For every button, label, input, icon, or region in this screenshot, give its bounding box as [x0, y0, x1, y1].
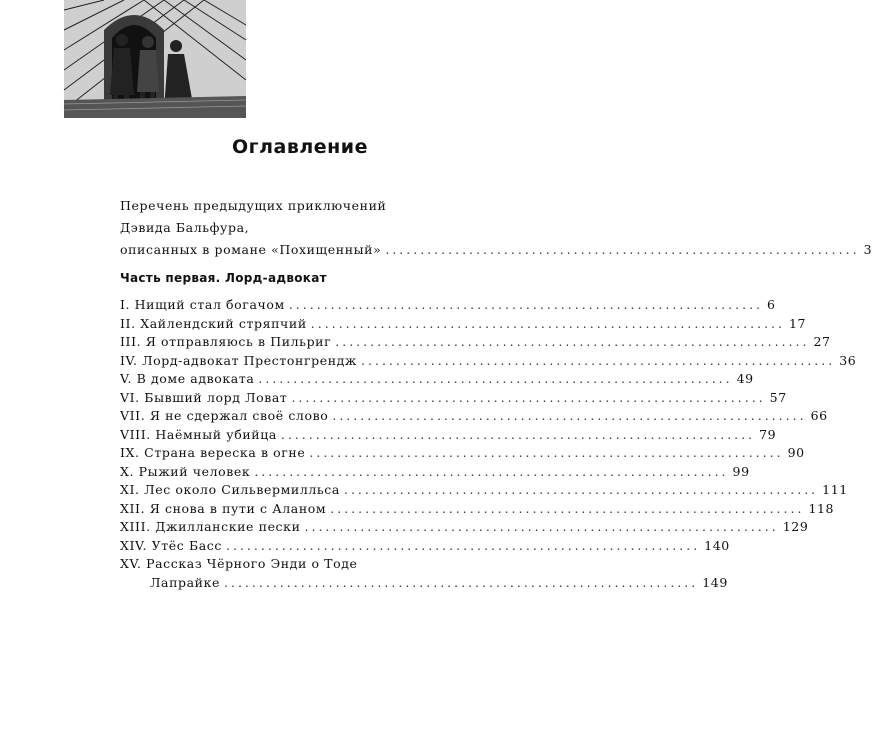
page-number: 129 [782, 519, 809, 534]
dot-leader: .................................................................... [385, 242, 860, 257]
chapter-title: VI. Бывший лорд Ловат [120, 389, 288, 405]
chapter-illustration [64, 0, 246, 118]
dot-leader: .................................................................... [309, 445, 784, 460]
chapter-title: XIII. Джилланские пески [120, 519, 301, 534]
dot-leader: .................................................................... [335, 334, 810, 349]
dot-leader: .................................................................... [304, 519, 779, 534]
dot-leader: .................................................................... [361, 352, 836, 368]
toc-entry [120, 463, 750, 482]
dot-leader: .................................................................... [291, 389, 766, 405]
page-number: 149 [702, 574, 728, 590]
dot-leader: .................................................................... [280, 426, 756, 442]
toc-entry [120, 537, 730, 556]
page-number: 57 [769, 389, 787, 405]
dot-leader: .................................................................... [332, 408, 807, 423]
chapter-title: IV. Лорд-адвокат Престонгрендж [120, 352, 358, 368]
toc-entry [120, 352, 857, 371]
toc-entry-last-line-1 [120, 555, 475, 574]
toc-entry-last-line-2 [120, 574, 728, 593]
page-number: 6 [767, 297, 776, 312]
part-heading: Часть первая. Лорд-адвокат [120, 271, 327, 285]
chapter-title: XII. Я снова в пути с Аланом [120, 500, 327, 516]
page-number: 111 [822, 482, 848, 497]
dot-leader: .................................................................... [330, 500, 805, 516]
chapter-title: I. Нищий стал богачом [120, 297, 285, 312]
page-number: 79 [759, 426, 777, 442]
page-number: 99 [732, 463, 750, 479]
dot-leader: .................................................................... [224, 574, 699, 590]
toc-entry [120, 333, 831, 352]
page-number: 118 [808, 500, 835, 516]
page-title: Оглавление [232, 136, 368, 158]
page-number: 17 [789, 315, 807, 331]
toc-entry [120, 481, 848, 500]
chapter-title: IX. Страна вереска в огне [120, 445, 306, 460]
page-number: 27 [813, 334, 831, 349]
chapter-title: VIII. Наёмный убийца [120, 426, 277, 442]
dot-leader: .................................................................... [343, 482, 819, 497]
page-number: 36 [839, 352, 857, 368]
intro-line-3 [120, 239, 872, 261]
chapter-title: V. В доме адвоката [120, 371, 255, 386]
chapter-title: III. Я отправляюсь в Пильриг [120, 334, 332, 349]
intro-text: описанных в романе «Похищенный» [120, 242, 382, 257]
page-number: 66 [810, 408, 828, 423]
intro-line-2: Дэвида Бальфура, [120, 220, 250, 235]
toc-entry [120, 426, 777, 445]
chapter-title: XIV. Утёс Басс [120, 537, 222, 553]
page-number: 3 [863, 242, 872, 257]
toc-entry [120, 444, 805, 463]
toc-entry [120, 500, 835, 519]
dot-leader: .................................................................... [226, 537, 701, 553]
dot-leader: .................................................................... [288, 297, 764, 312]
dot-leader: .................................................................... [310, 315, 785, 331]
toc-entry [120, 389, 787, 408]
toc-entry [120, 315, 807, 334]
toc-entry [120, 518, 809, 537]
chapter-title: VII. Я не сдержал своё слово [120, 408, 329, 423]
toc-entry [120, 407, 828, 426]
toc-entry [120, 296, 776, 315]
intro-line-1: Перечень предыдущих приключений [120, 198, 387, 213]
table-of-contents [120, 296, 857, 592]
chapter-title: XI. Лес около Сильвермилльса [120, 482, 340, 497]
dot-leader: .................................................................... [258, 371, 733, 386]
chapter-title-continued: Лапрайке [150, 574, 221, 590]
chapter-title: X. Рыжий человек [120, 463, 251, 479]
page-number: 49 [736, 371, 754, 386]
toc-entry [120, 370, 754, 389]
dot-leader: .................................................................... [254, 463, 729, 479]
chapter-title: XV. Рассказ Чёрного Энди о Тоде [120, 556, 358, 571]
page-number: 140 [704, 537, 730, 553]
page-number: 90 [787, 445, 805, 460]
intro-entry [120, 195, 872, 261]
chapter-title: II. Хайлендский стряпчий [120, 315, 307, 331]
